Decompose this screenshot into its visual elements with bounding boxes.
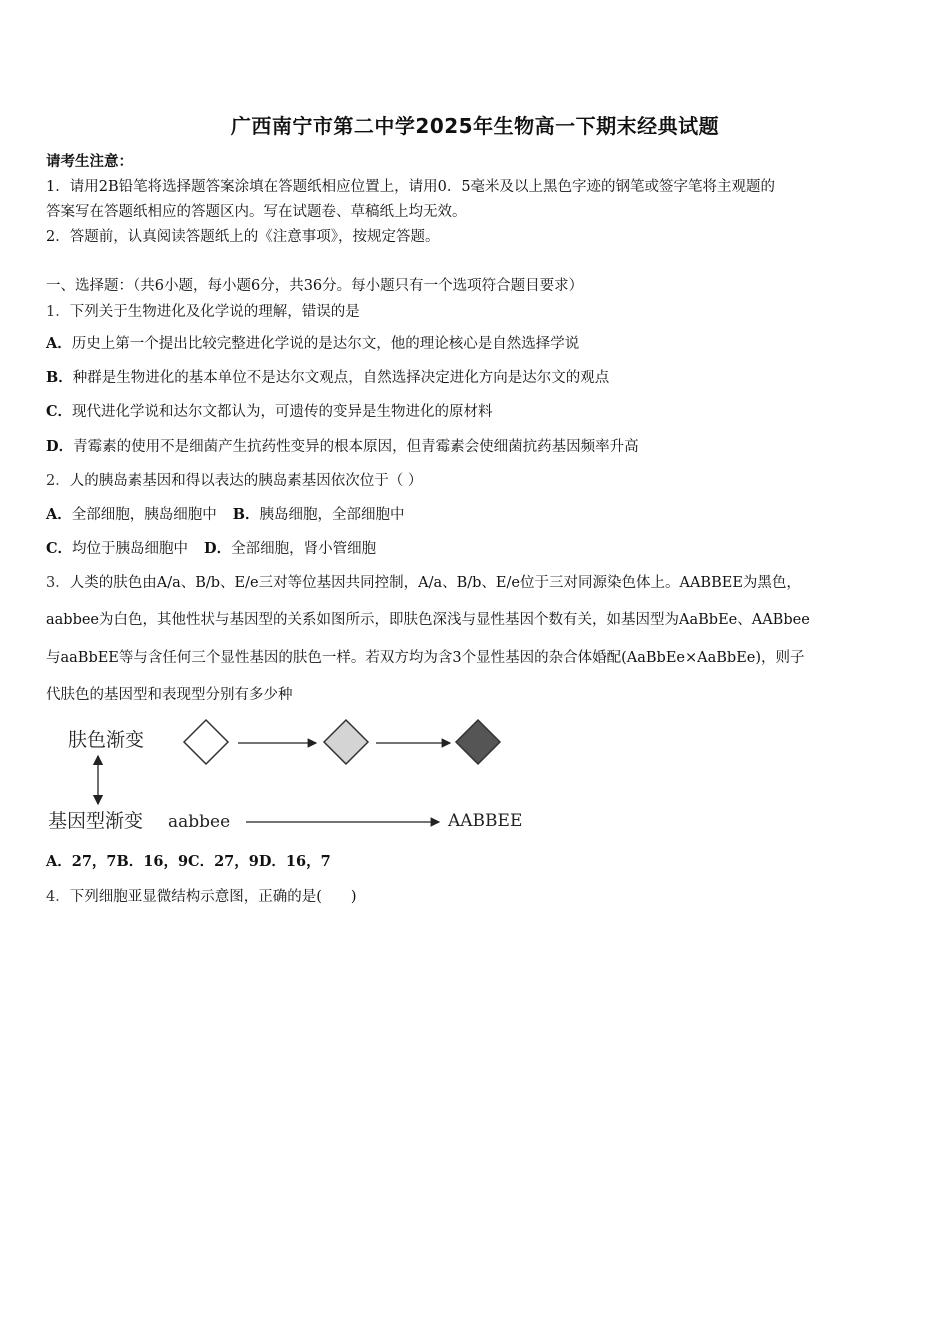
exam-title: 广西南宁市第二中学2025年生物高一下期末经典试题	[230, 114, 720, 138]
q1-option-b	[46, 368, 906, 388]
option-label: D．	[46, 438, 74, 455]
notice-item-1b: 答案写在答题纸相应的答题区内。写在试题卷、草稿纸上均无效。	[46, 204, 467, 220]
option-label: D．	[204, 540, 232, 557]
option-label: B．	[46, 369, 73, 386]
label-skin-gradient: 肤色渐变	[68, 729, 145, 751]
option-text: 均位于胰岛细胞中	[72, 541, 189, 557]
q2-stem-text: 人的胰岛素基因和得以表达的胰岛素基因依次位于（ ）	[69, 473, 423, 489]
q3-options: A．27，7B．16，9C．27，9D．16，7	[46, 853, 331, 870]
q2-stem	[46, 471, 906, 491]
option-label: C．	[46, 403, 73, 420]
option-text: 胰岛细胞，全部细胞中	[259, 507, 405, 523]
q3-stem-line-2: aabbee为白色，其他性状与基因型的关系如图所示，即肤色深浅与显性基因个数有关，如基因型为AaBbEe、AABbee	[46, 612, 810, 628]
diamond-gray	[324, 720, 368, 764]
diamond-dark	[456, 720, 500, 764]
notice-heading: 请考生注意：	[46, 153, 133, 170]
diamond-white	[184, 720, 228, 764]
option-text: 全部细胞，肾小管细胞	[231, 541, 377, 557]
option-label: A．	[46, 335, 72, 352]
section-heading: 一、选择题：（共6小题，每小题6分，共36分。每小题只有一个选项符合题目要求）	[46, 278, 584, 294]
option-text: 种群是生物进化的基本单位不是达尔文观点，自然选择决定进化方向是达尔文的观点	[72, 370, 610, 386]
genotype-right: AABBEE	[448, 811, 523, 831]
q2-number: 2．	[46, 473, 70, 489]
q2-options-cd	[46, 539, 906, 559]
genotype-left: aabbee	[168, 812, 231, 832]
q1-option-a	[46, 334, 906, 354]
skin-color-figure	[46, 712, 536, 842]
option-text: 历史上第一个提出比较完整进化学说的是达尔文，他的理论核心是自然选择学说	[71, 336, 580, 352]
q4-stem-text: 下列细胞亚显微结构示意图，正确的是( )	[69, 889, 357, 905]
q3-stem-line-4: 代肤色的基因型和表现型分别有多少种	[46, 687, 293, 703]
option-text: 现代进化学说和达尔文都认为，可遗传的变异是生物进化的原材料	[72, 404, 493, 420]
q1-option-c	[46, 402, 906, 422]
notice-item-2: 2．答题前，认真阅读答题纸上的《注意事项》，按规定答题。	[46, 229, 440, 245]
q3-stem-text: 人类的肤色由A/a、B/b、E/e三对等位基因共同控制，A/a、B/b、E/e位于三对同源染色体上。AABBEE为黑色，	[69, 575, 801, 591]
q3-stem-line-1	[46, 573, 906, 593]
q4-number: 4．	[46, 889, 70, 905]
q1-stem	[46, 302, 906, 322]
q3-number: 3．	[46, 575, 70, 591]
option-label: C．	[46, 540, 73, 557]
option-label: B．	[232, 506, 260, 523]
label-genotype-gradient: 基因型渐变	[48, 810, 144, 832]
option-text: 全部细胞，胰岛细胞中	[71, 507, 217, 523]
q1-stem-text: 下列关于生物进化及化学说的理解，错误的是	[69, 304, 360, 320]
q1-number: 1．	[46, 304, 70, 320]
q2-options-ab	[46, 505, 906, 525]
q4-stem	[46, 887, 906, 907]
option-label: A．	[46, 506, 72, 523]
q3-stem-line-3: 与aaBbEE等与含任何三个显性基因的肤色一样。若双方均为含3个显性基因的杂合体婚配(AaBbEe×AaBbEe)，则子	[46, 650, 805, 666]
option-text: 青霉素的使用不是细菌产生抗药性变异的根本原因，但青霉素会使细菌抗药基因频率升高	[73, 439, 639, 455]
q1-option-d	[46, 437, 906, 457]
notice-item-1a: 1．请用2B铅笔将选择题答案涂填在答题纸相应位置上，请用0．5毫米及以上黑色字迹的钢笔或签字笔将主观题的	[46, 179, 776, 195]
